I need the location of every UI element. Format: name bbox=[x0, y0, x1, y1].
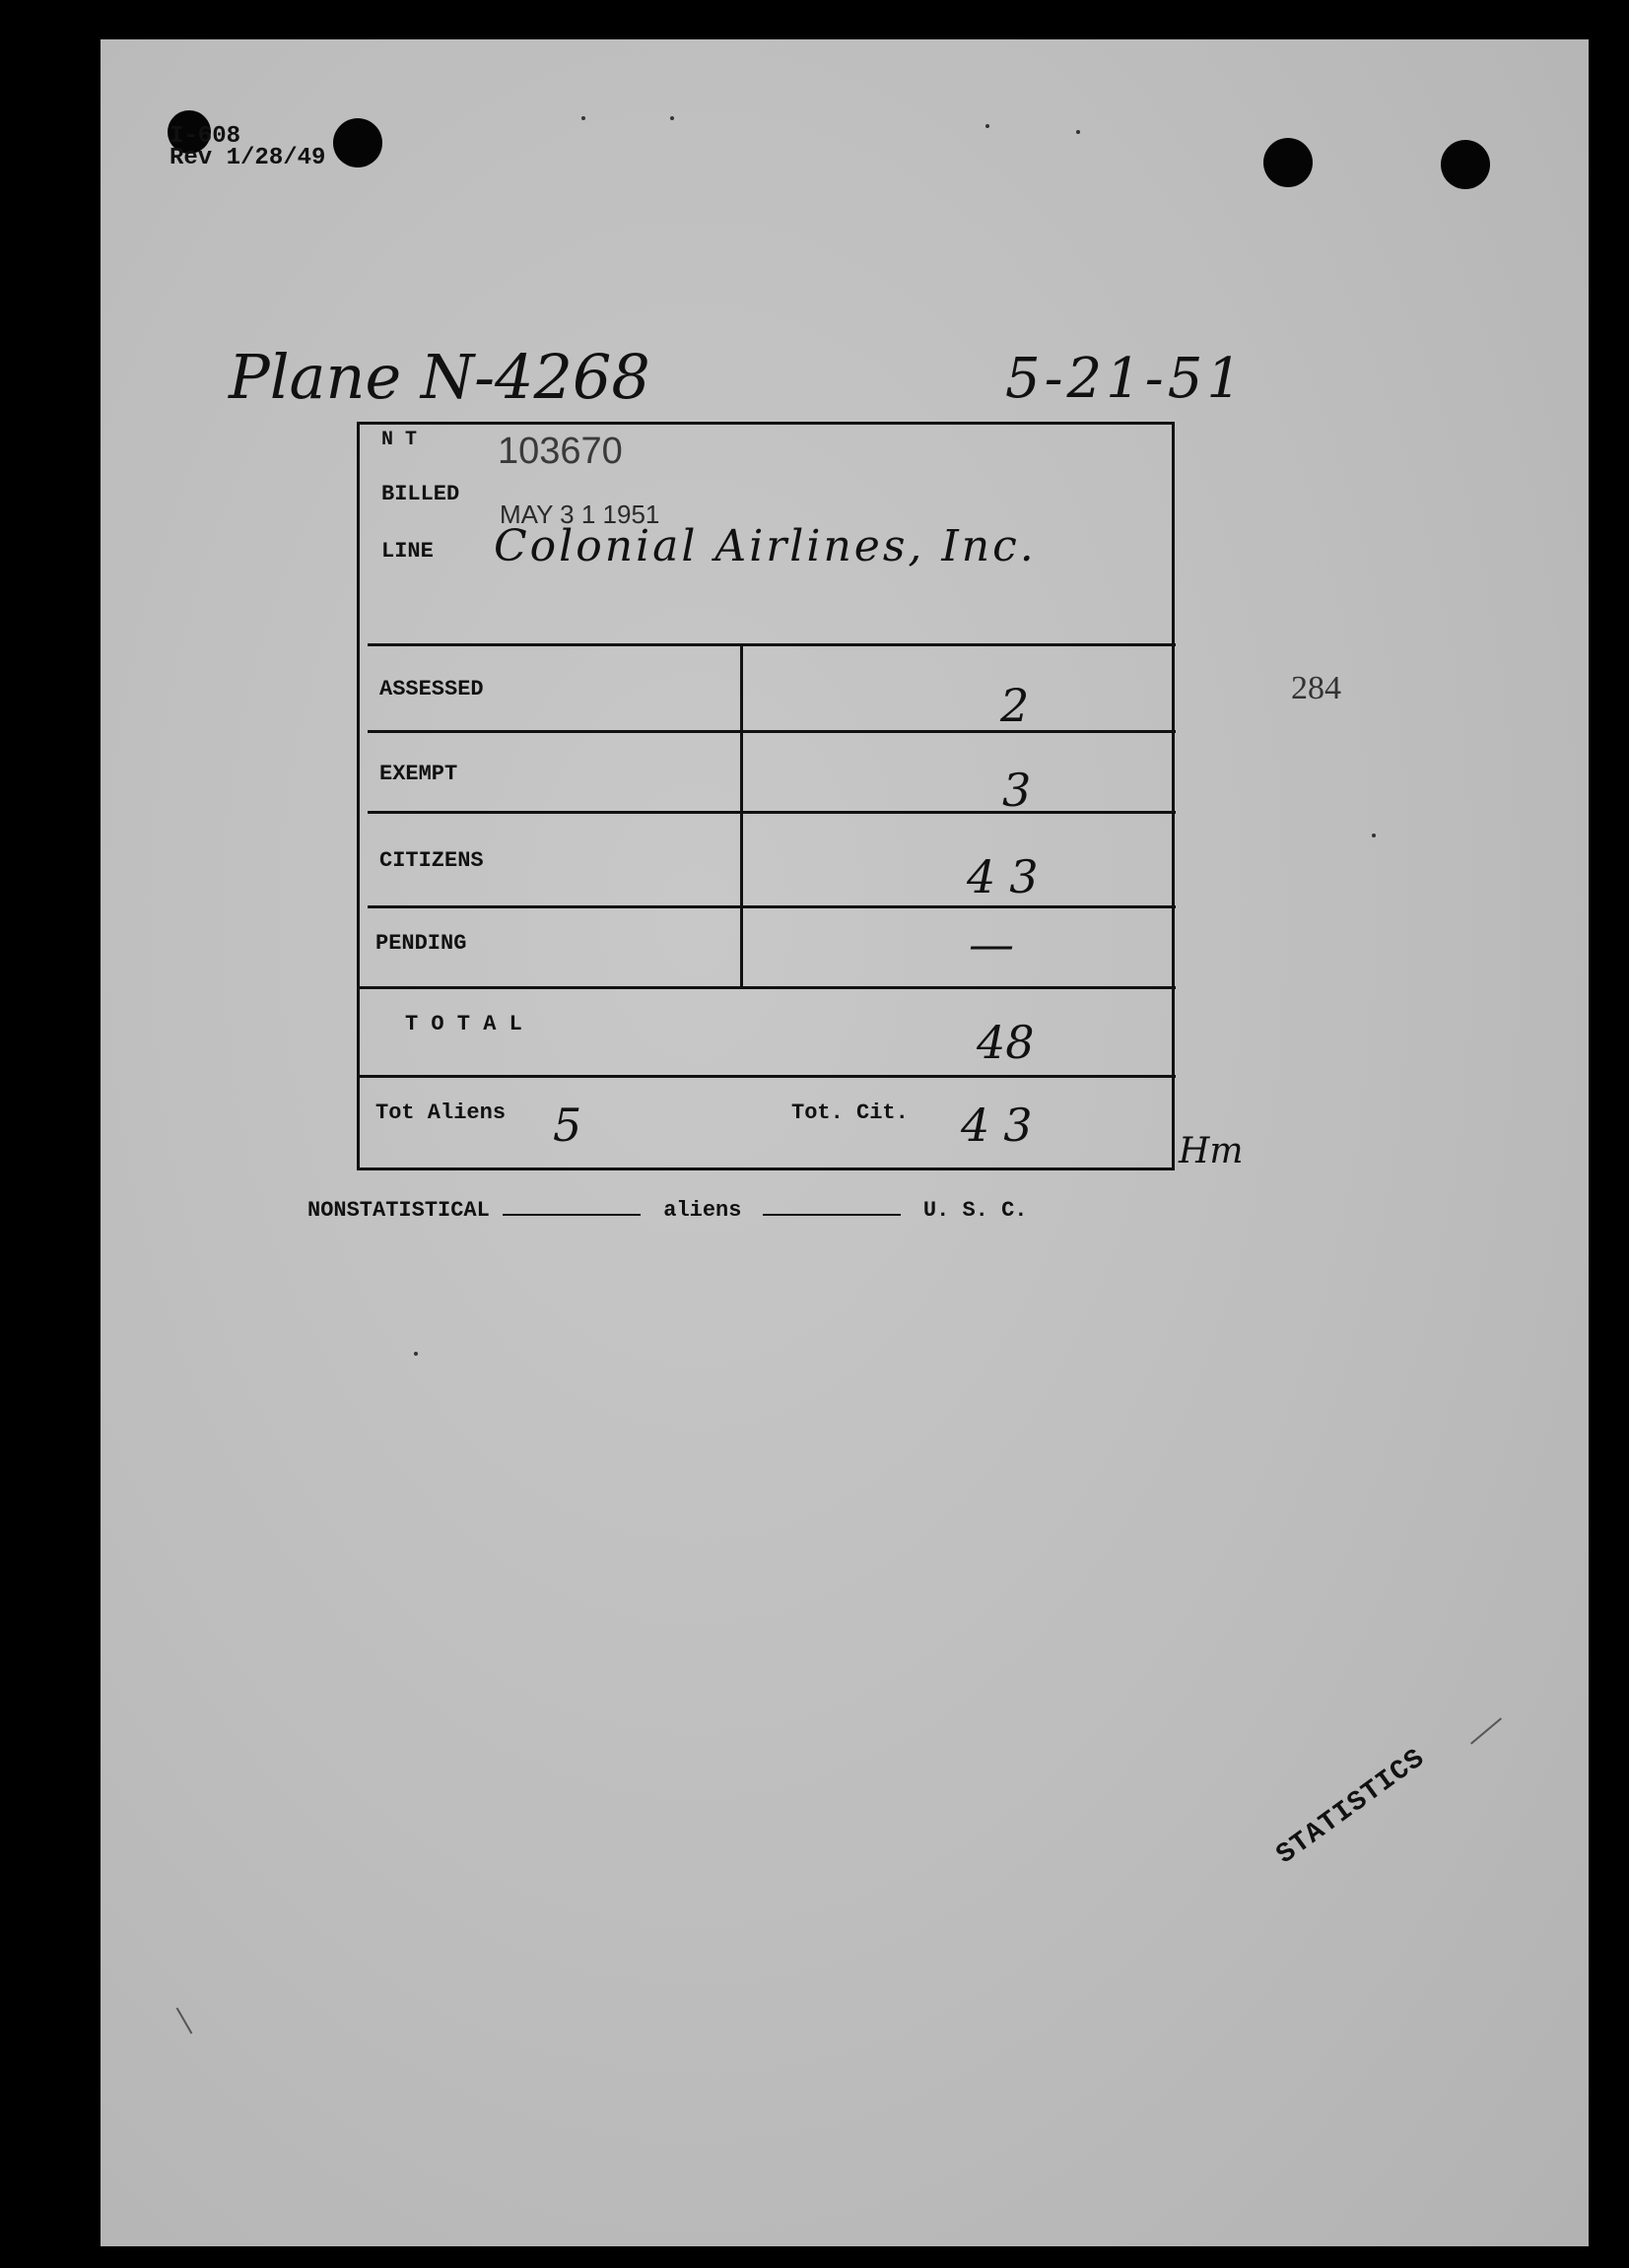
row-label-exempt: EXEMPT bbox=[379, 762, 458, 786]
column-divider bbox=[740, 643, 743, 988]
row-value-exempt: 3 bbox=[1002, 764, 1032, 817]
side-number: 284 bbox=[1291, 670, 1341, 706]
divider bbox=[368, 811, 1176, 814]
row-value-citizens: 43 bbox=[967, 850, 1052, 903]
row-label-assessed: ASSESSED bbox=[379, 677, 484, 701]
punch-hole-right-2 bbox=[1441, 140, 1490, 189]
statistics-stamp: STATISTICS bbox=[1271, 1743, 1432, 1872]
nt-label: N T bbox=[381, 429, 418, 451]
handwritten-date: 5-21-51 bbox=[1005, 347, 1246, 411]
speck bbox=[581, 116, 585, 120]
speck bbox=[670, 116, 674, 120]
divider bbox=[368, 730, 1176, 733]
line-value: Colonial Airlines, Inc. bbox=[494, 521, 1037, 571]
nt-number: 103670 bbox=[498, 431, 623, 472]
statistics-card bbox=[357, 422, 1175, 1170]
speck bbox=[1372, 834, 1376, 837]
nonstatistical-label: NONSTATISTICAL bbox=[307, 1198, 490, 1223]
punch-hole-right-1 bbox=[1263, 138, 1313, 187]
total-label: T O T A L bbox=[405, 1012, 522, 1036]
usc-blank bbox=[763, 1210, 901, 1216]
billed-date: MAY 3 1 1951 bbox=[500, 500, 660, 529]
row-value-assessed: 2 bbox=[1000, 679, 1030, 732]
speck bbox=[985, 124, 989, 128]
speck bbox=[414, 1352, 418, 1356]
divider bbox=[368, 905, 1176, 908]
divider bbox=[360, 986, 1176, 989]
billed-label: BILLED bbox=[381, 482, 460, 506]
form-code-line2: Rev 1/28/49 bbox=[170, 145, 326, 171]
tot-aliens-value: 5 bbox=[553, 1099, 582, 1152]
line-label: LINE bbox=[381, 539, 434, 564]
handwritten-plane: Plane N-4268 bbox=[229, 341, 650, 413]
row-label-citizens: CITIZENS bbox=[379, 848, 484, 873]
usc-label: U. S. C. bbox=[922, 1198, 1028, 1223]
form-code-line1: I-608 bbox=[170, 123, 241, 150]
total-value: 48 bbox=[977, 1016, 1035, 1069]
divider bbox=[368, 643, 1176, 646]
speck bbox=[1076, 130, 1080, 134]
nonstatistical-line bbox=[307, 1198, 1028, 1223]
row-value-pending: — bbox=[969, 917, 1014, 970]
punch-hole-left-2 bbox=[333, 118, 382, 167]
tot-aliens-label: Tot Aliens bbox=[375, 1101, 507, 1125]
tot-cit-value: 43 bbox=[961, 1099, 1047, 1152]
row-label-pending: PENDING bbox=[375, 931, 467, 956]
divider bbox=[360, 1075, 1176, 1078]
initials: Hm bbox=[1179, 1131, 1244, 1171]
form-code bbox=[170, 123, 326, 171]
aliens-blank bbox=[503, 1210, 641, 1216]
tot-cit-label: Tot. Cit. bbox=[791, 1101, 909, 1125]
aliens-label: aliens bbox=[663, 1198, 742, 1223]
